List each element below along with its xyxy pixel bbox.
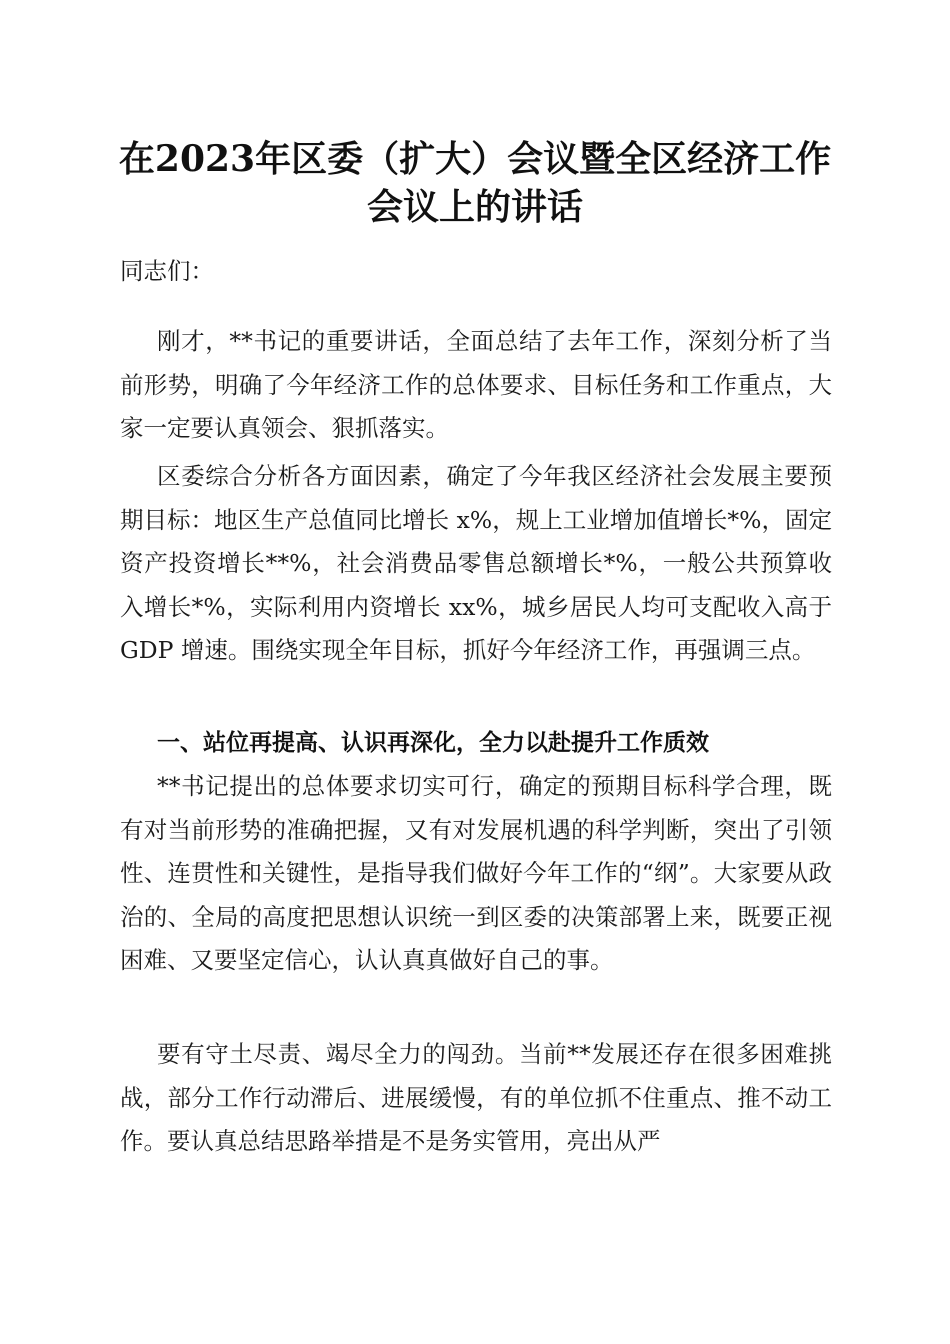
paragraph-responsibility: 要有守土尽责、竭尽全力的闯劲。当前**发展还存在很多困难挑战，部分工作行动滞后、进展缓慢，有的单位抓不住重点、推不动工作。要认真总结思路举措是不是务实管用，亮出从严 [120, 1040, 832, 1156]
paragraph-opening: 刚才，**书记的重要讲话，全面总结了去年工作，深刻分析了当前形势，明确了今年经济工作的总体要求、目标任务和工作重点，大家一定要认真领会、狠抓落实。 [120, 327, 832, 443]
document-title-line-1: 在2023年区委（扩大）会议暨全区经济工作 [118, 138, 832, 180]
salutation: 同志们： [120, 257, 214, 285]
section-heading-1: 一、站位再提高、认识再深化，全力以赴提升工作质效 [157, 730, 709, 756]
document-title-line-2: 会议上的讲话 [366, 186, 583, 228]
paragraph-targets: 区委综合分析各方面因素，确定了今年我区经济社会发展主要预期目标：地区生产总值同比增长 x%，规上工业增加值增长*%，固定资产投资增长**%，社会消费品零售总额增长*%，一般公共预算收入增长*%，实际利用内资增长 xx%，城乡居民人均可支配收入高于 GDP 增速。围绕实现全年目标，抓好今年经济工作，再强调三点。 [120, 462, 832, 665]
paragraph-requirements: **书记提出的总体要求切实可行，确定的预期目标科学合理，既有对当前形势的准确把握，又有对发展机遇的科学判断，突出了引领性、连贯性和关键性，是指导我们做好今年工作的“纲”。大家要从政治的、全局的高度把思想认识统一到区委的决策部署上来，既要正视困难、又要坚定信心，认认真真做好自己的事。 [120, 772, 832, 975]
